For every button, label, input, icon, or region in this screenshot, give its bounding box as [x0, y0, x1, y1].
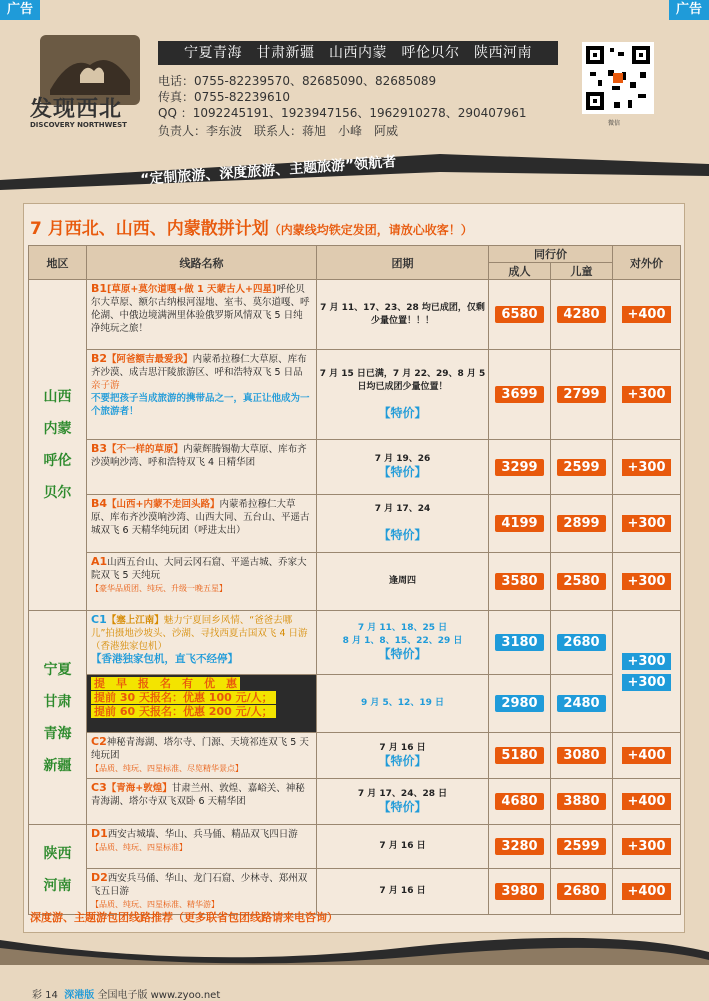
- ext-price: +300: [613, 440, 681, 495]
- qr-label: 微信: [608, 120, 621, 127]
- table-row[interactable]: [29, 611, 681, 675]
- ext-price: +300: [613, 495, 681, 553]
- date-cell: [317, 350, 489, 440]
- route-title: 【山西+内蒙不走回头路】: [107, 499, 220, 510]
- date-cell: [317, 440, 489, 495]
- date-text: 7 月 16 日: [379, 841, 426, 851]
- child-price: 2480: [551, 675, 613, 733]
- ext-price: +400: [613, 779, 681, 825]
- site-link[interactable]: 全国电子版 www.zyoo.net: [97, 990, 221, 1001]
- ext-price: +300: [613, 350, 681, 440]
- adult-price: 3180: [489, 611, 551, 675]
- panel-title: 7 月西北、山西、内蒙散拼计划（内蒙线均铁定发团，请放心收客！）: [30, 219, 473, 239]
- route-note: 【品质、纯玩、四星标准、尽览精华景点】: [91, 764, 243, 773]
- adult-price: 2980: [489, 675, 551, 733]
- date-text: 9 月 5、12、19 日: [361, 698, 444, 708]
- ext-price: +400: [613, 733, 681, 779]
- route-desc: 西安兵马俑、华山、龙门石窟、少林寺、郑州双飞五日游: [91, 873, 308, 897]
- region-cell: 山西 内蒙 呼伦 贝尔: [29, 280, 87, 611]
- adult-price: 6580: [489, 280, 551, 350]
- route-code: C3: [91, 781, 107, 794]
- route-warning: 不要把孩子当成旅游的携带品之一，真正让他成为一个旅游者！: [91, 393, 310, 417]
- route-cell: [87, 779, 317, 825]
- ext-price: +300: [613, 553, 681, 611]
- route-note: 【豪华品质团、纯玩、升级一晚五星】: [91, 584, 227, 593]
- route-cell: [87, 495, 317, 553]
- contact-people: 负责人：李东波 联系人：蒋旭 小峰 阿威: [158, 124, 399, 138]
- header-child: 儿童: [551, 263, 613, 280]
- footer-wave: [0, 930, 709, 970]
- route-title: 【青海+敦煌】: [106, 783, 172, 794]
- table-row[interactable]: [29, 440, 681, 495]
- promo-cell: [87, 675, 317, 733]
- route-code: D1: [91, 827, 108, 840]
- route-title: 【塞上江南】: [106, 615, 164, 626]
- date-cell: [317, 733, 489, 779]
- region-cell: 宁夏 甘肃 青海 新疆: [29, 611, 87, 825]
- route-code: B2: [91, 352, 108, 365]
- child-price: 2599: [551, 440, 613, 495]
- route-desc: 神秘青海湖、塔尔寺、门源、天境祁连双飞 5 天纯玩团: [91, 737, 309, 761]
- route-desc: 甘肃兰州、敦煌、嘉峪关、神秘青海湖、塔尔寺双飞双卧 6 天精华团: [91, 783, 305, 807]
- promo-line: 提前 30 天报名：优惠 100 元/人；: [91, 691, 276, 704]
- header-price: 同行价: [489, 246, 613, 263]
- date-text: 7 月 11、17、23、28 均已成团，仅剩少量位置！！！: [320, 302, 485, 326]
- logo-title: 发现西北: [30, 96, 123, 122]
- special-badge: 【特价】: [378, 799, 427, 814]
- route-cell: [87, 825, 317, 869]
- header-route: 线路名称: [87, 246, 317, 280]
- adult-price: 3280: [489, 825, 551, 869]
- qr-code-icon[interactable]: [582, 42, 654, 114]
- child-price: 2899: [551, 495, 613, 553]
- header-date: 团期: [317, 246, 489, 280]
- contact-fax: 传真：0755-82239610: [158, 90, 290, 104]
- table-row[interactable]: [29, 280, 681, 350]
- route-cell: [87, 553, 317, 611]
- route-desc: 山西五台山、大同云冈石窟、平遥古城、乔家大院双飞 5 天纯玩: [91, 557, 307, 581]
- route-code: A1: [91, 555, 108, 568]
- route-code: C2: [91, 735, 107, 748]
- header-ext: 对外价: [613, 246, 681, 280]
- date-cell: [317, 495, 489, 553]
- table-row[interactable]: [29, 779, 681, 825]
- route-cell: [87, 869, 317, 915]
- route-title: 【阿爸额吉最爱我】: [107, 354, 193, 365]
- date-text: 7 月 17、24、28 日: [357, 788, 448, 799]
- adult-price: 3580: [489, 553, 551, 611]
- route-note: 【品质、纯玩、四星标准】: [91, 843, 187, 852]
- table-row[interactable]: [29, 553, 681, 611]
- child-price: 2799: [551, 350, 613, 440]
- route-cell: [87, 350, 317, 440]
- route-code: B1: [91, 282, 108, 295]
- header-adult: 成人: [489, 263, 551, 280]
- adult-price: 3980: [489, 869, 551, 915]
- route-desc: 内蒙希拉穆仁大草原、库布齐沙漠响沙湾、山西大同、五台山、平遥古城双飞 6 天精华纯玩团（呼进太出）: [91, 499, 310, 536]
- route-title: [草原+莫尔道嘎+做 1 天蒙古人+四星]: [107, 284, 277, 295]
- date-text: 7 月 15 日已满，7 月 22、29、8 月 5 日均已成团少量位置！: [319, 368, 486, 392]
- contact-qq: QQ ：1092245191、1923947156、1962910278、290407961: [158, 106, 527, 120]
- special-badge: 【特价】: [378, 528, 427, 542]
- special-badge: 【特价】: [378, 465, 427, 479]
- route-desc: 内蒙辉腾锡勒大草原、库布齐沙漠响沙湾、呼和浩特双飞 4 日精华团: [91, 444, 307, 468]
- date-cell: [317, 280, 489, 350]
- table-row[interactable]: [29, 350, 681, 440]
- child-price: 2680: [551, 869, 613, 915]
- date-text: 7 月 17、24: [374, 504, 431, 514]
- adult-price: 4680: [489, 779, 551, 825]
- ad-tag-left: 广告: [0, 0, 40, 20]
- panel-title-note: （内蒙线均铁定发团，请放心收客！）: [268, 223, 473, 237]
- adult-price: 3299: [489, 440, 551, 495]
- route-cell: [87, 611, 317, 675]
- table-row[interactable]: [29, 869, 681, 915]
- date-text: 7 月 16 日: [379, 886, 426, 896]
- edition: 深港版: [64, 990, 95, 1001]
- route-cell: [87, 280, 317, 350]
- route-desc: 内蒙希拉穆仁大草原、库布齐沙漠、成吉思汗陵旅游区、呼和浩特双飞 5 日品: [91, 354, 307, 378]
- table-row[interactable]: [29, 733, 681, 779]
- date-cell: [317, 869, 489, 915]
- date-text: 7 月 11、18、25 日: [357, 623, 448, 633]
- route-cell: [87, 440, 317, 495]
- route-desc: 呼伦贝尔大草原、额尔古纳根河湿地、室韦、莫尔道嘎、呼伦湖、中俄边境满洲里体验俄罗斯风情双飞 5 日纯净纯玩之旅！: [91, 284, 310, 334]
- route-desc: 西安古城墙、华山、兵马俑、精品双飞四日游: [107, 829, 298, 840]
- date-text: 7 月 19、26: [374, 454, 431, 464]
- date-text: 逢周四: [388, 576, 416, 586]
- page-number: 彩 14: [32, 990, 58, 1001]
- ext-price: +300: [613, 825, 681, 869]
- contact-phone: 电话：0755-82239570、82685090、82685089: [158, 74, 437, 88]
- child-price: 3880: [551, 779, 613, 825]
- adult-price: 5180: [489, 733, 551, 779]
- route-bold: 【香港独家包机，直飞不经停】: [91, 653, 238, 665]
- footer-note: 深度游、主题游包团线路推荐（更多联省包团线路请来电咨询）: [30, 911, 338, 924]
- special-badge: 【特价】: [378, 647, 427, 661]
- route-title: 【不一样的草原】: [107, 444, 184, 455]
- logo-subtitle: DISCOVERY NORTHWEST: [30, 121, 127, 129]
- adult-price: 4199: [489, 495, 551, 553]
- table-row[interactable]: [29, 495, 681, 553]
- special-badge: 【特价】: [378, 753, 427, 768]
- date-text: 8 月 1、8、15、22、29 日: [342, 636, 463, 646]
- date-text: 7 月 16 日: [379, 742, 426, 753]
- slogan: “定制旅游、深度旅游、主题旅游”领航者: [139, 154, 397, 188]
- table-row[interactable]: [29, 675, 681, 733]
- special-badge: 【特价】: [378, 405, 427, 420]
- route-desc: 魅力宁夏回乡风情、“爸爸去哪儿”拍摄地沙坡头、沙湖、寻找西夏古国双飞 4 日游（香港独家包机）: [91, 615, 308, 652]
- route-cell: [87, 733, 317, 779]
- route-code: B3: [91, 442, 108, 455]
- date-cell: [317, 675, 489, 733]
- destination-banner: 宁夏青海 甘肃新疆 山西内蒙 呼伦贝尔 陕西河南: [158, 41, 558, 65]
- ext-price: +400: [613, 280, 681, 350]
- ext-price: +400: [613, 869, 681, 915]
- child-price: 2680: [551, 611, 613, 675]
- date-cell: [317, 611, 489, 675]
- date-cell: [317, 825, 489, 869]
- child-price: 2580: [551, 553, 613, 611]
- header-region: 地区: [29, 246, 87, 280]
- route-tail: 亲子游: [91, 380, 120, 391]
- ext-price: +300 +300: [613, 611, 681, 733]
- ad-tag-right: 广告: [669, 0, 709, 20]
- bottom-info: [32, 986, 220, 1001]
- child-price: 3080: [551, 733, 613, 779]
- region-cell: 陕西 河南: [29, 825, 87, 915]
- route-code: C1: [91, 613, 107, 626]
- date-cell: [317, 779, 489, 825]
- child-price: 2599: [551, 825, 613, 869]
- promo-title: 提 早 报 名 有 优 惠: [91, 677, 240, 690]
- route-note: 【品质、纯玩、四星标准、精华游】: [91, 900, 219, 909]
- adult-price: 3699: [489, 350, 551, 440]
- child-price: 4280: [551, 280, 613, 350]
- table-row[interactable]: [29, 825, 681, 869]
- route-code: D2: [91, 871, 108, 884]
- date-cell: [317, 553, 489, 611]
- route-code: B4: [91, 497, 108, 510]
- promo-line: 提前 60 天报名：优惠 200 元/人；: [91, 705, 276, 718]
- tour-table: [28, 245, 681, 915]
